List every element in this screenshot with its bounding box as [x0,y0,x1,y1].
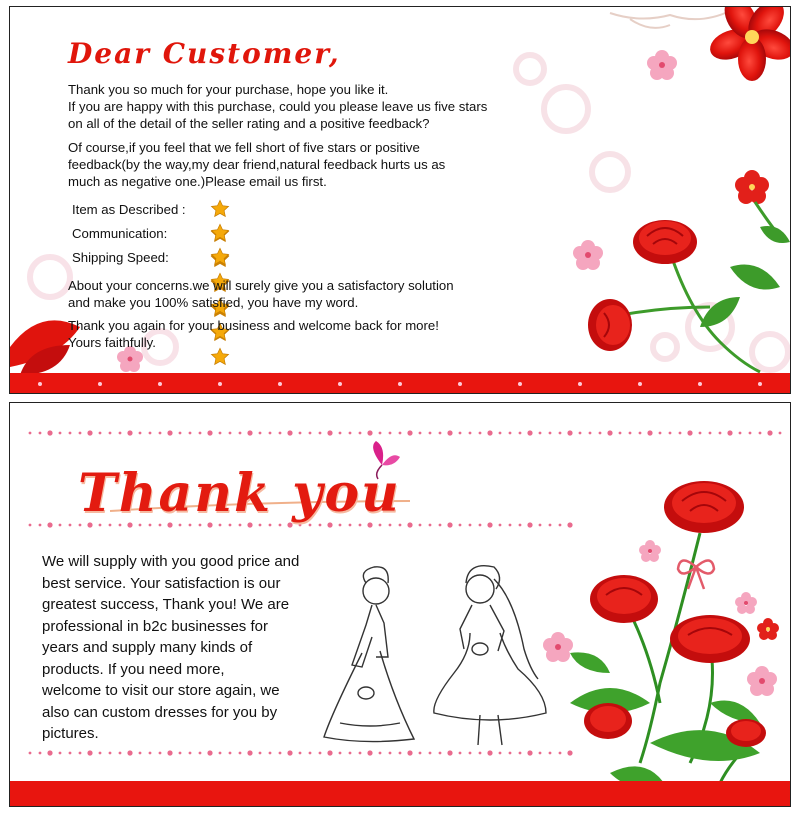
border-dot [179,752,182,755]
border-dot [99,524,102,527]
border-dot [549,432,552,435]
border-dot [47,430,52,435]
border-dot [159,432,162,435]
border-dot [389,752,392,755]
border-dot [407,430,412,435]
card-thank-you [9,402,791,807]
five-petal-flower-icon [647,50,677,80]
text-line: Thank you again for your business and welcome back for more! [68,318,439,333]
border-dot [99,752,102,755]
border-dot [139,432,142,435]
five-petal-flower-icon [735,170,769,204]
border-dot [459,432,462,435]
border-dot [447,750,452,755]
border-dot [247,430,252,435]
border-dot [319,432,322,435]
border-dot [699,432,702,435]
border-dot [389,432,392,435]
border-dot [399,752,402,755]
text-line: Yours faithfully. [68,335,156,350]
border-dot [509,752,512,755]
border-dot [567,430,572,435]
five-petal-flower-icon [706,7,791,81]
border-dot [139,524,142,527]
border-dot [299,432,302,435]
border-dot [47,750,52,755]
text-line: years and supply many kinds of [42,639,253,656]
text-line: much as negative one.)Please email us first. [68,174,327,189]
rose-icon [633,220,697,264]
border-dot [459,524,462,527]
rose-icon [590,575,658,623]
border-dot [479,524,482,527]
border-dot [407,750,412,755]
border-dot [509,524,512,527]
border-dot [247,750,252,755]
border-dot [319,524,322,527]
border-dot [749,432,752,435]
border-dot [419,432,422,435]
border-dot [509,432,512,435]
border-dot [499,752,502,755]
border-dot [279,524,282,527]
border-dot [549,524,552,527]
border-dot [149,752,152,755]
border-dot [589,432,592,435]
border-dot [447,430,452,435]
border-dot [429,432,432,435]
border-dot [459,752,462,755]
rating-label: Item as Described : [72,202,186,217]
border-dot [487,430,492,435]
border-dot [309,524,312,527]
border-dot [419,524,422,527]
border-dot [439,432,442,435]
closing-paragraph [68,317,588,351]
border-dot [47,522,52,527]
border-dot [367,430,372,435]
border-dot [29,752,32,755]
leaves [700,226,790,327]
border-dot [389,524,392,527]
rose-icon [726,719,766,747]
border-dot [679,432,682,435]
border-dot [519,752,522,755]
border-dot [159,524,162,527]
five-petal-flower-icon [573,240,603,270]
border-dot [167,430,172,435]
border-dot [619,432,622,435]
text-line: also can custom dresses for you by [42,703,278,721]
rating-label: Shipping Speed: [72,250,169,265]
text-line: and make you 100% satisfied, you have my word. [68,295,359,310]
border-dot [39,524,42,527]
border-dot [527,522,532,527]
border-dot [727,430,732,435]
border-dot [259,432,262,435]
border-dot [539,524,542,527]
border-dot [69,524,72,527]
border-dot [79,752,82,755]
thanks-paragraph [68,81,588,132]
border-dot [527,750,532,755]
border-dot [399,524,402,527]
rose-icon [588,299,632,351]
rose-icon [664,481,744,533]
border-dot [219,524,222,527]
border-dot [639,432,642,435]
border-dot [567,750,572,755]
border-dot [119,752,122,755]
border-dot [379,432,382,435]
border-dot [279,432,282,435]
border-dot [59,752,62,755]
border-dot [269,752,272,755]
border-dot [399,432,402,435]
border-dot [559,432,562,435]
border-dot [479,432,482,435]
border-dot [469,752,472,755]
border-dot [319,752,322,755]
border-dot [309,432,312,435]
border-dot [539,752,542,755]
text-line: greatest success, Thank you! We are [42,596,290,613]
border-dot [327,750,332,755]
border-dot [429,752,432,755]
border-dot [239,432,242,435]
border-dot [599,432,602,435]
border-dot [109,524,112,527]
border-dot [339,432,342,435]
border-dot [199,432,202,435]
star-icon [210,199,230,219]
border-dot [647,430,652,435]
border-dot [559,524,562,527]
star-icon [210,247,230,267]
dotted-border-low [29,750,573,755]
store-message-paragraph [42,551,342,745]
border-dot [419,752,422,755]
border-dot [259,752,262,755]
border-dot [199,752,202,755]
border-dot [229,524,232,527]
border-dot [349,524,352,527]
border-dot [179,524,182,527]
border-dot [219,752,222,755]
border-dot [687,430,692,435]
border-dot [359,752,362,755]
text-line: Thank you so much for your purchase, hope you like it. [68,82,389,97]
border-dot [359,524,362,527]
border-dot [79,524,82,527]
concerns-paragraph [68,277,588,311]
border-dot [167,750,172,755]
border-dot [189,432,192,435]
border-dot [179,432,182,435]
text-line: pictures. [42,725,99,742]
lace-corner [610,11,730,28]
text-line: best service. Your satisfaction is our [42,574,281,592]
border-dot [499,432,502,435]
border-dot [87,750,92,755]
border-dot [629,432,632,435]
border-dot [139,752,142,755]
border-dot [59,524,62,527]
border-dot [439,524,442,527]
border-dot [189,752,192,755]
border-dot [549,752,552,755]
border-dot [607,430,612,435]
star-icon [210,223,230,243]
border-dot [739,432,742,435]
five-petal-flower-icon [543,632,573,662]
border-dot [159,752,162,755]
border-dot [339,524,342,527]
text-line: welcome to visit our store again, we [42,682,280,699]
rose-icon [670,615,750,663]
border-dot [69,752,72,755]
border-dot [487,750,492,755]
border-dot [487,522,492,527]
border-dot [379,524,382,527]
border-dot [189,524,192,527]
border-dot [339,752,342,755]
feedback-paragraph [68,139,588,190]
border-dot [327,430,332,435]
border-dot [109,432,112,435]
text-line: products. If you need more, [42,660,225,678]
border-dot [259,524,262,527]
border-dot [479,752,482,755]
text-line: We will supply with you good price and [42,553,300,570]
border-dot [367,750,372,755]
rose-icon [584,703,632,739]
thank-you-title: Thank you [78,463,401,524]
dotted-border-top [29,430,782,435]
five-petal-flower-icon [747,666,777,696]
five-petal-flower-icon [639,540,661,562]
border-dot [719,432,722,435]
text-line: If you are happy with this purchase, could you please leave us five stars [68,99,488,114]
border-dot [109,752,112,755]
border-dot [349,752,352,755]
rating-label: Communication: [72,226,168,241]
border-dot [309,752,312,755]
border-dot [39,432,42,435]
border-dot [379,752,382,755]
border-dot [59,432,62,435]
border-dot [499,524,502,527]
border-dot [579,432,582,435]
text-line: feedback(by the way,my dear friend,natural feedback hurts us as [68,157,446,172]
border-dot [767,430,772,435]
border-dot [207,430,212,435]
border-dot [279,752,282,755]
five-petal-flower-icon [757,618,779,640]
border-dot [519,524,522,527]
border-dot [219,432,222,435]
text-line: on all of the detail of the seller rating and a positive feedback? [68,116,430,131]
border-dot [229,432,232,435]
border-dot [519,432,522,435]
border-dot [559,752,562,755]
border-dot [359,432,362,435]
dear-customer-title: Dear Customer, [68,37,341,70]
border-dot [779,432,782,435]
border-dot [439,752,442,755]
border-dot [149,524,152,527]
border-dot [87,430,92,435]
border-dot [269,432,272,435]
border-dot [99,432,102,435]
border-dot [659,432,662,435]
border-dot [759,432,762,435]
bride-sketch-icon [434,566,546,745]
text-line: professional in b2c businesses for [42,617,268,635]
border-dot [119,524,122,527]
border-dot [39,752,42,755]
border-dot [407,522,412,527]
border-dot [447,522,452,527]
border-dot [239,524,242,527]
border-dot [127,750,132,755]
border-dot [229,752,232,755]
border-dot [469,524,472,527]
border-dot [207,750,212,755]
border-dot [669,432,672,435]
border-dot [269,524,272,527]
border-dot [29,524,32,527]
border-dot [299,524,302,527]
border-dot [239,752,242,755]
border-dot [69,432,72,435]
border-dot [429,524,432,527]
border-dot [119,432,122,435]
border-dot [567,522,572,527]
border-dot [127,430,132,435]
border-dot [469,432,472,435]
card-dear-customer [9,6,791,394]
border-dot [527,430,532,435]
border-dot [539,432,542,435]
border-dot [149,432,152,435]
bow-icon [678,560,714,589]
border-dot [29,432,32,435]
border-dot [287,430,292,435]
border-dot [299,752,302,755]
border-dot [709,432,712,435]
bottom-red-band [10,781,791,807]
border-dot [349,432,352,435]
text-line: About your concerns.we will surely give you a satisfactory solution [68,278,454,293]
border-dot [199,524,202,527]
border-dot [287,750,292,755]
border-dot [79,432,82,435]
text-line: Of course,if you feel that we fell short of five stars or positive [68,140,420,155]
five-petal-flower-icon [735,592,757,614]
